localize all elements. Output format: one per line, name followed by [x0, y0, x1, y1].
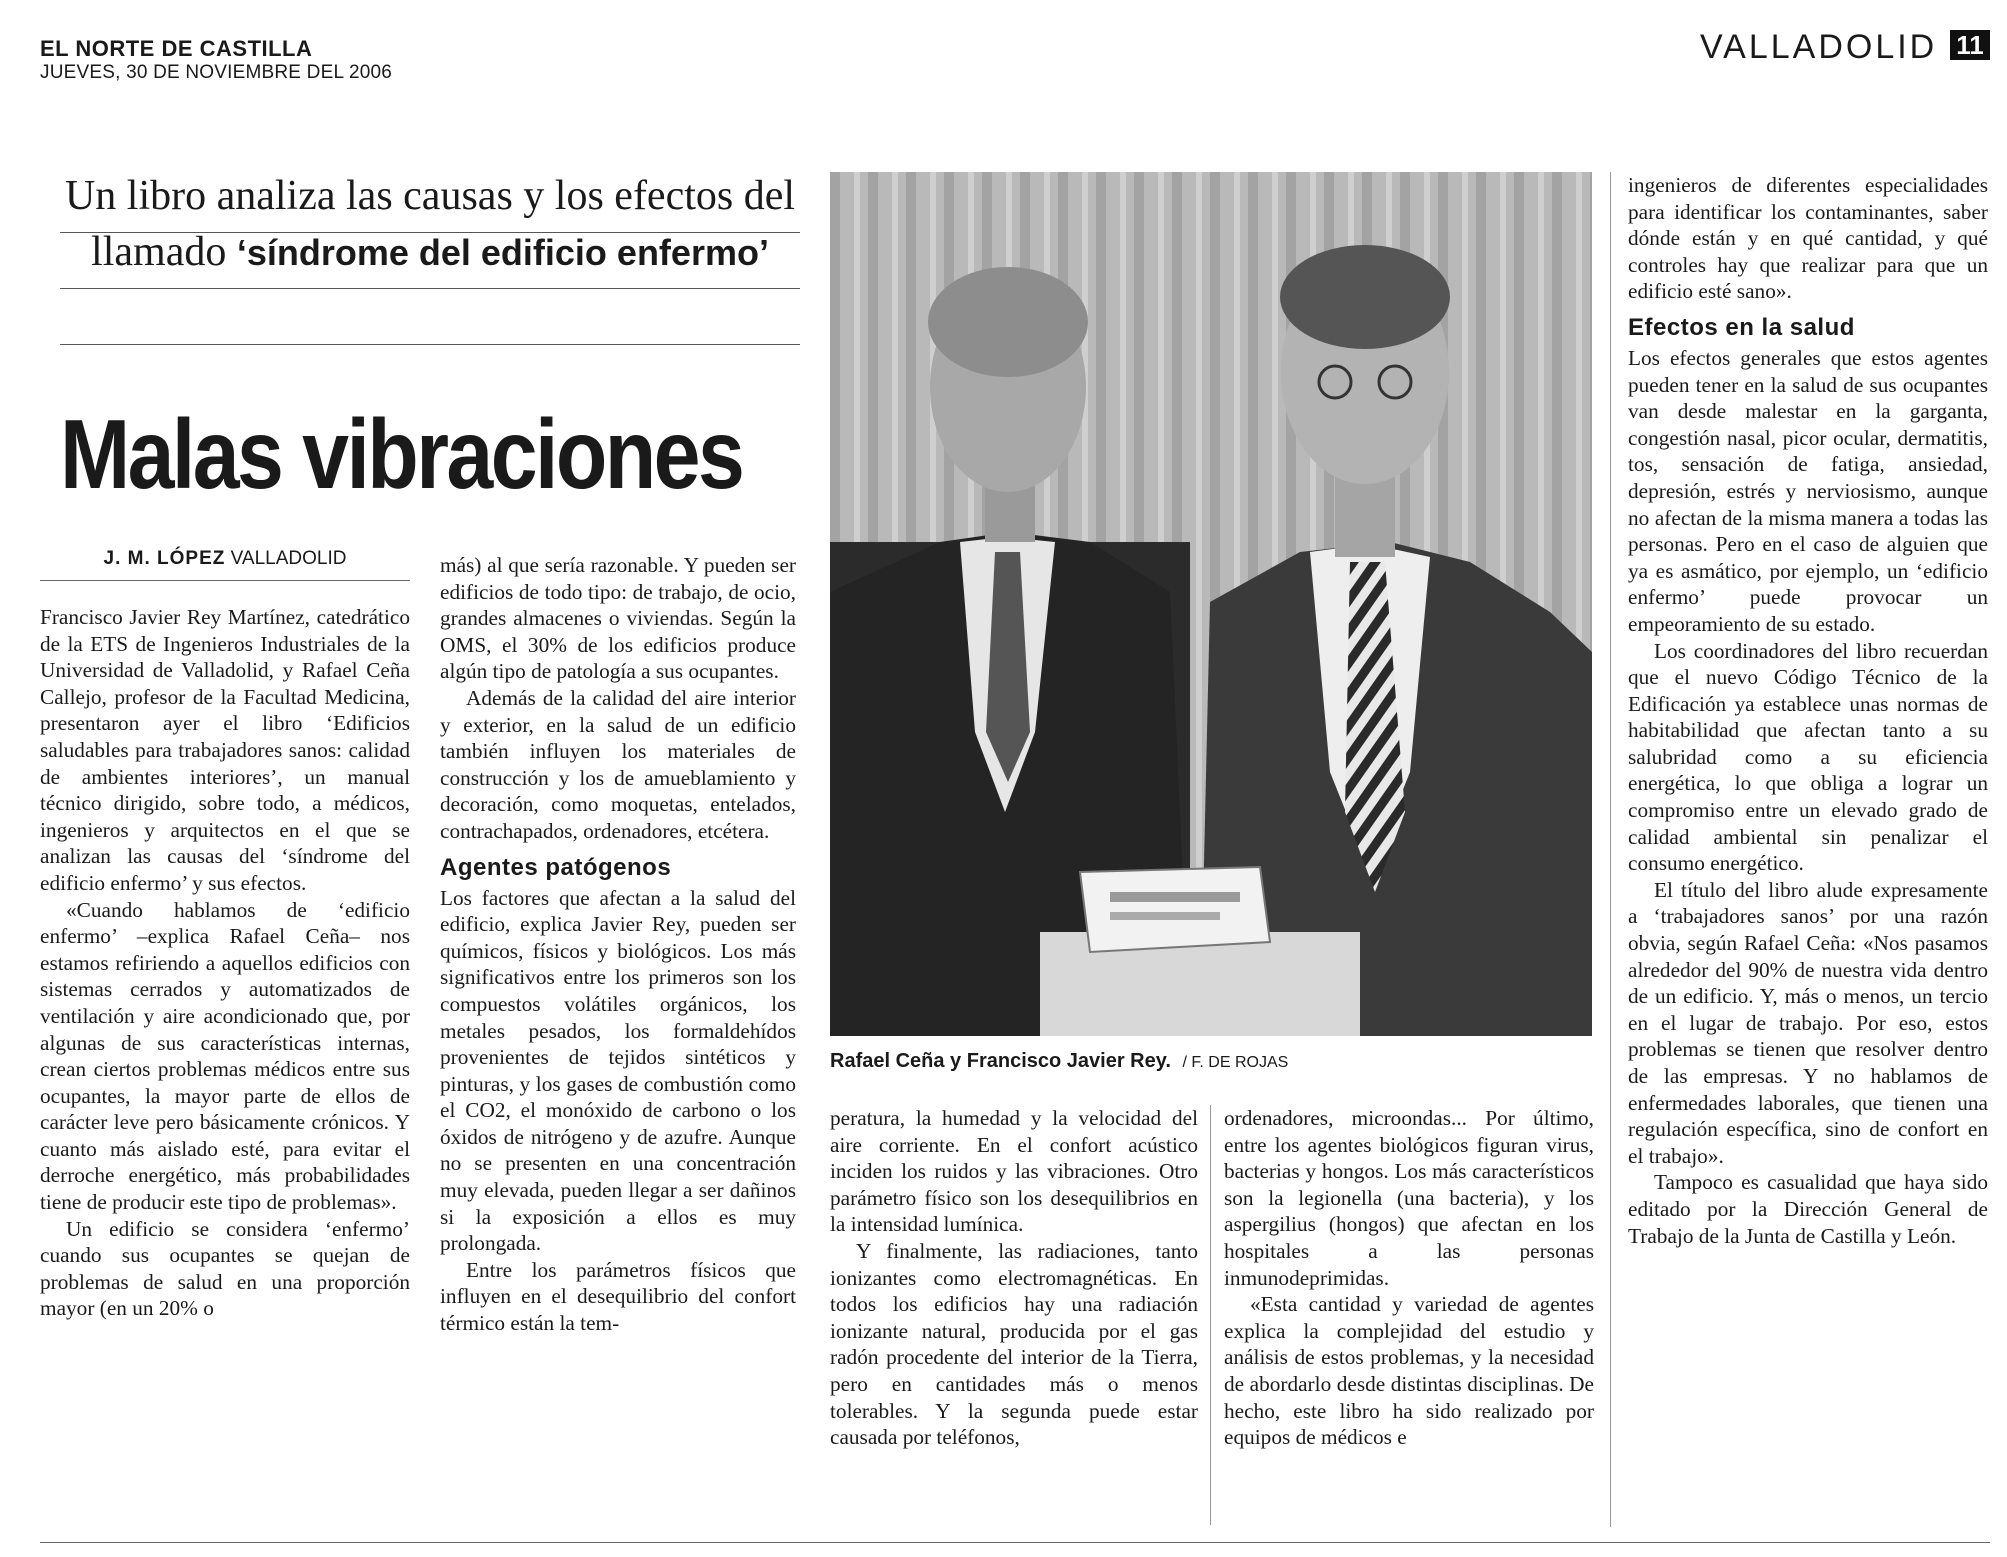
newspaper-name: EL NORTE DE CASTILLA [40, 36, 313, 61]
article-paragraph: ordenadores, microondas... Por último, entre los agentes biológicos figuran virus, bacterias y hongos. Los más característicos son la legionella (una bacteria), y los aspergilius (hongos) que afectan en los hospitales a las personas inmunodeprimidas. [1224, 1106, 1594, 1290]
article-paragraph: Un edificio se considera ‘enfermo’ cuando sus ocupantes se quejan de problemas de salud en una proporción mayor (en un 20% o [40, 1216, 410, 1321]
article-paragraph: peratura, la humedad y la velocidad del aire corriente. En el confort acústico inciden los ruidos y las vibraciones. Otro parámetro físico son los desequilibrios en la intensidad lumínica. [830, 1106, 1198, 1237]
article-paragraph: Los coordinadores del libro recuerdan que el nuevo Código Técnico de la Edificación ya establece unas normas de habitabilidad que afectan tanto a su salubridad como a su eficiencia energética, lo que obliga a lograr un compromiso entre un elevado grado de calidad ambiental sin penalizar el consumo energético. [1628, 638, 1988, 876]
subhead-rule-3 [60, 344, 800, 345]
photo-credit: / F. DE ROJAS [1182, 1054, 1289, 1071]
caption-names: Rafael Ceña y Francisco Javier Rey. [830, 1050, 1171, 1072]
section-heading-agentes: Agentes patógenos [440, 853, 672, 881]
issue-date: JUEVES, 30 DE NOVIEMBRE DEL 2006 [40, 62, 393, 83]
section-name: VALLADOLID [1700, 28, 1938, 66]
column-divider [1210, 1105, 1211, 1525]
article-paragraph: Además de la calidad del aire interior y exterior, en la salud de un edificio también influyen los materiales de construcción y los de amueblamiento y decoración, como moquetas, entelados, contrachapados, ordenadores, etcétera. [440, 685, 796, 843]
article-paragraph: «Cuando hablamos de ‘edificio enfermo’ –explica Rafael Ceña– nos estamos refiriendo a aquellos edificios con sistemas cerrados y automatizados de ventilación y aire acondicionado que, por algunas de sus características internas, crean ciertos problemas médicos entre sus ocupantes, la mayor parte de ellos de carácter leve pero básicamente crónicos. Y cuanto más aislado esté, para evitar el derroche energético, más probabilidades tiene de producir este tipo de problemas». [40, 897, 410, 1215]
section-heading-efectos: Efectos en la salud [1628, 313, 1855, 341]
article-column-5 [1628, 172, 1988, 1249]
article-paragraph: Entre los parámetros físicos que influyen en el desequilibrio del confort térmico están la tem- [440, 1257, 796, 1336]
article-column-2 [440, 552, 796, 1337]
subhead-bold-text: ‘síndrome del edificio enfermo’ [236, 232, 769, 273]
subhead-regular-text: Un libro analiza las causas y los efectos del llamado [64, 173, 796, 275]
page-number: 11 [1950, 30, 1990, 60]
article-headline: Malas vibraciones [60, 399, 743, 509]
article-photo [830, 172, 1592, 1036]
article-paragraph: Francisco Javier Rey Martínez, catedrático de la ETS de Ingenieros Industriales de la Universidad de Valladolid, y Rafael Ceña Callejo, profesor de la Facultad Medicina, presentaron ayer el libro ‘Edificios saludables para trabajadores sanos: calidad de ambientes interiores’, un manual técnico dirigido, sobre todo, a médicos, ingenieros y arquitectos en el que se analizan las causas del ‘síndrome del edificio enfermo’ y sus efectos. [40, 605, 410, 895]
article-paragraph: Los efectos generales que estos agentes pueden tener en la salud de sus ocupantes van desde malestar en la garganta, congestión nasal, picor ocular, dermatitis, tos, sensación de fatiga, ansiedad, depresión, estrés y nerviosismo, aunque no afectan de la misma manera a todas las personas. Pero en el caso de alguien que ya es asmático, por ejemplo, un ‘edificio enfermo’ puede provocar un empeoramiento de su estado. [1628, 345, 1988, 636]
article-column-1 [40, 604, 410, 1322]
byline-rule [40, 580, 410, 581]
subhead-rule-2 [60, 288, 800, 289]
article-paragraph: más) al que sería razonable. Y pueden ser edificios de todo tipo: de trabajo, de ocio, grandes almacenes o viviendas. Según la OMS, el 30% de los edificios produce algún tipo de patología a sus ocupantes. [440, 553, 796, 684]
article-paragraph: «Esta cantidad y variedad de agentes explica la complejidad del estudio y análisis de estos problemas, y la necesidad de abordarlo desde distintas disciplinas. De hecho, este libro ha sido realizado por equipos de médicos e [1224, 1292, 1594, 1450]
page-bottom-rule [40, 1542, 1990, 1543]
article-paragraph: Los factores que afectan a la salud del edificio, explica Javier Rey, pueden ser químicos, físicos y biológicos. Los más significativos entre los primeros son los compuestos volátiles orgánicos, los metales pesados, los formaldehídos provenientes de tejidos sintéticos y pinturas, y los gases de combustión como el CO2, el monóxido de carbono o los óxidos de nitrógeno y de azufre. Aunque no se presenten en una concentración muy elevada, pueden llegar a ser dañinos si la exposición a ellos es muy prolongada. [440, 885, 796, 1256]
byline-place: VALLADOLID [230, 548, 347, 569]
article-paragraph: Y finalmente, las radiaciones, tanto ionizantes como electromagnéticas. En todos los edificios hay una radiación ionizante natural, producida por el gas radón procedente del interior de la Tierra, pero en cantidades más o menos tolerables. Y la segunda puede estar causada por teléfonos, [830, 1238, 1198, 1450]
article-paragraph: Tampoco es casualidad que haya sido editado por la Dirección General de Trabajo de la Junta de Castilla y León. [1628, 1170, 1988, 1248]
photo-caption [830, 1050, 1288, 1073]
article-column-4 [1224, 1105, 1594, 1451]
article-paragraph: ingenieros de diferentes especialidades para identificar los contaminantes, saber dónde están y en qué cantidad, y qué controles hay que realizar para que un edificio esté sano». [1628, 173, 1988, 304]
byline [40, 548, 410, 570]
article-column-3 [830, 1105, 1198, 1451]
column-divider [1610, 172, 1611, 1527]
article-subhead [60, 168, 800, 281]
article-paragraph: El título del libro alude expresamente a ‘trabajadores sanos’ por una razón obvia, según Rafael Ceña: «Nos pasamos alrededor del 90% de nuestra vida dentro de un edificio. Y, más o menos, un tercio en el lugar de trabajo. Por eso, estos problemas se tienen que resolver dentro de las empresas. Y no hablamos de enfermedades laborales, que tienen una regulación específica, sino de confort en el trabajo». [1628, 877, 1988, 1168]
byline-author: J. M. LÓPEZ [103, 548, 226, 569]
